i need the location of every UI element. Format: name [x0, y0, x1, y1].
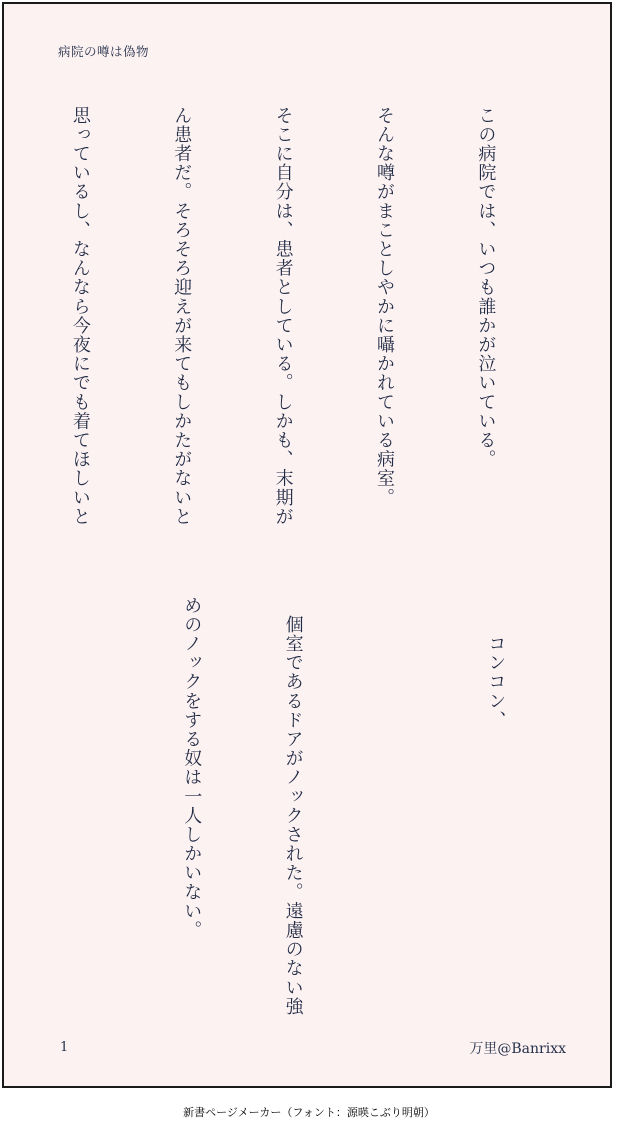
page-number: 1 [60, 1040, 69, 1055]
text-line: この病院では、いつも誰かが泣いている。 [475, 106, 497, 469]
text-line: 思っているし、なんなら今夜にでも着てほしいと [69, 106, 91, 527]
author-credit: 万里@Banrixx [469, 1041, 566, 1057]
book-page [2, 2, 612, 1088]
text-line: 個室であるドアがノックされた。遠慮のない強 [282, 596, 304, 1017]
text-line [0, 596, 5, 996]
text-line [377, 596, 411, 996]
text-block-bottom [0, 596, 580, 1017]
text-line: そんな噂がまことしやかに囁かれている病室。 [374, 106, 396, 508]
text-line: そこに自分は、患者としている。しかも、末期が [272, 106, 294, 527]
text-block-top [0, 106, 570, 526]
text-line: ん患者だ。そろそろ迎えが来てもしかたがないと [171, 106, 193, 527]
generator-credit: 新書ページメーカー（フォント：源暎こぶり明朝） [183, 1106, 435, 1119]
text-line: コンコン、 [485, 596, 507, 730]
text-line: めのノックをする奴は一人しかいない。 [181, 596, 203, 940]
running-title: 病院の噂は偽物 [58, 44, 150, 59]
text-line [73, 596, 107, 996]
